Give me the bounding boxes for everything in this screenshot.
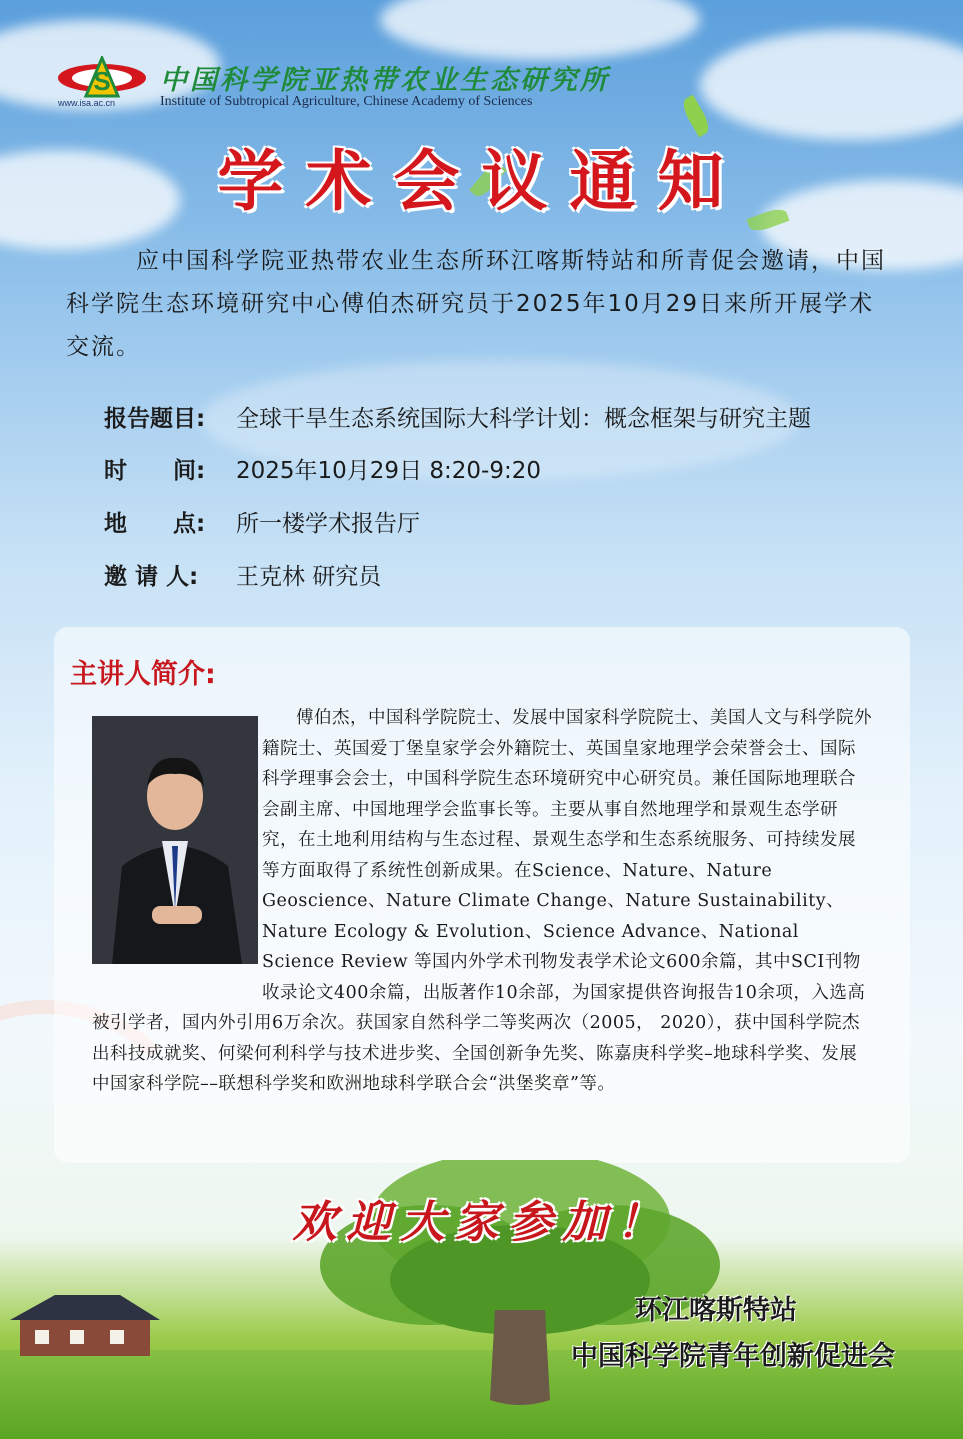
photo-spacer <box>92 703 262 985</box>
house-illustration <box>10 1290 170 1360</box>
page-title: 学术会议通知 <box>217 143 746 220</box>
institute-name-cn: 中国科学院亚热带农业生态研究所 <box>160 65 610 96</box>
organizer-association: 中国科学院青年创新促进会 <box>571 1341 895 1372</box>
detail-label: 报告题目: <box>104 406 206 432</box>
detail-location <box>104 505 420 538</box>
detail-label: 时 间: <box>104 458 206 484</box>
detail-value: 全球干旱生态系统国际大科学计划：概念框架与研究主题 <box>236 406 811 432</box>
detail-label: 邀 请 人: <box>104 564 199 590</box>
detail-inviter <box>104 558 381 591</box>
speaker-bio-text <box>92 703 872 1100</box>
institute-name-en: Institute of Subtropical Agriculture, Chinese Academy of Sciences <box>160 94 533 109</box>
cloud <box>700 30 963 140</box>
detail-value: 王克林 研究员 <box>236 564 382 590</box>
intro-paragraph: 应中国科学院亚热带农业生态所环江喀斯特站和所青促会邀请，中国科学院生态环境研究中心傅伯杰研究员于2025年10月29日来所开展学术交流。 <box>66 248 886 360</box>
welcome-message: 欢迎大家参加！ <box>292 1197 671 1248</box>
detail-topic <box>104 400 811 433</box>
detail-value: 所一楼学术报告厅 <box>236 511 420 537</box>
logo-url: www.isa.ac.cn <box>58 98 116 108</box>
svg-text:S: S <box>93 66 111 96</box>
organizer-station: 环江喀斯特站 <box>635 1295 797 1326</box>
cloud <box>380 0 700 60</box>
speaker-bio-title: 主讲人简介: <box>70 659 216 690</box>
detail-label: 地 点: <box>104 511 206 537</box>
detail-time <box>104 452 541 485</box>
speaker-bio-paragraph: 傅伯杰，中国科学院院士、发展中国家科学院院士、美国人文与科学院外籍院士、英国爱丁堡皇家学会外籍院士、英国皇家地理学会荣誉会士、国际科学理事会会士，中国科学院生态环境研究中心研究员。兼任国际地理联合会副主席、中国地理学会监事长等。主要从事自然地理学和景观生态学研究，在土地利用结构与生态过程、景观生态学和生态系统服务、可持续发展等方面取得了系统性创新成果。在Science、Nature、Nature Geoscience、Nature Climate Change、Nature Sustainability、Nature Ecology & Evolution、Science Advance、National Science Review 等国内外学术刊物发表学术论文600余篇，其中SCI刊物收录论文400余篇，出版著作10余部，为国家提供咨询报告10余项，入选高被引学者，国内外引用6万余次。获国家自然科学二等奖两次（2005， 2020），获中国科学院杰出科技成就奖、何梁何利科学与技术进步奖、全国创新争先奖、陈嘉庚科学奖–地球科学奖、发展中国家科学院––联想科学奖和欧洲地球科学联合会“洪堡奖章”等。 <box>92 708 872 1094</box>
detail-value: 2025年10月29日 8:20-9:20 <box>236 458 541 484</box>
